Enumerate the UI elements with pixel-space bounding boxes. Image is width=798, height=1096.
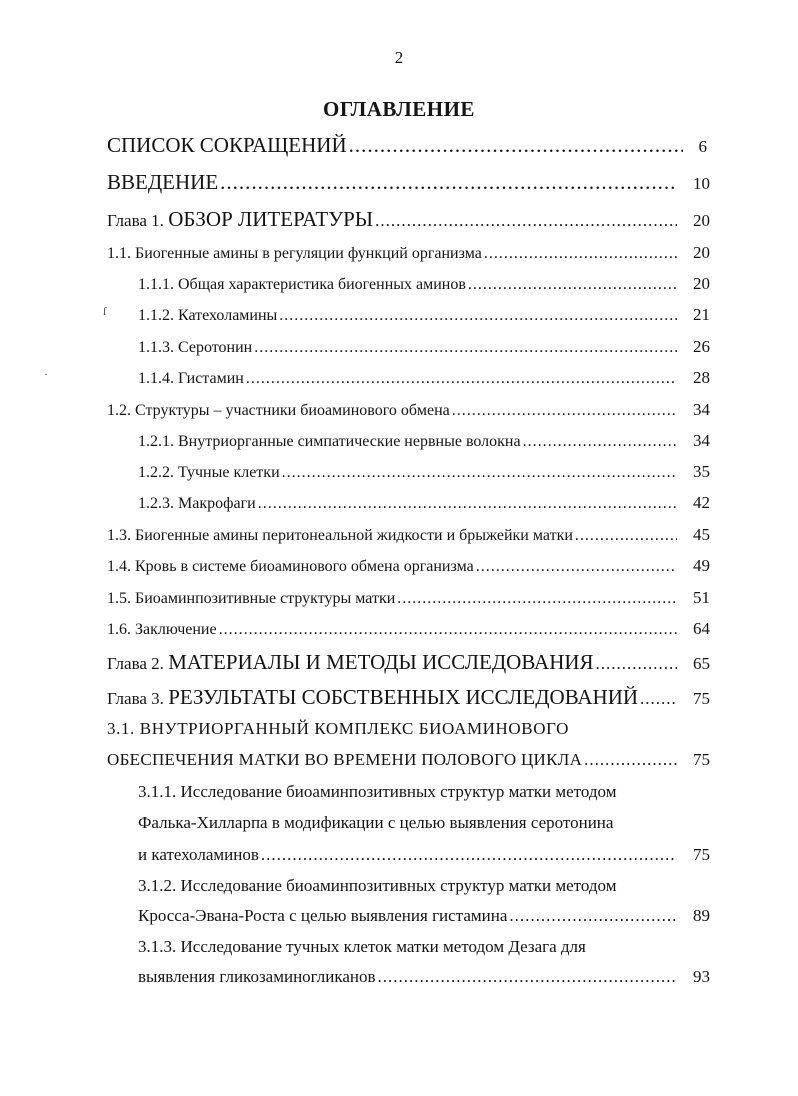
dot-leader: [378, 967, 677, 987]
dot-leader: [375, 211, 677, 231]
toc-entry-1-3: [107, 525, 710, 545]
toc-entry-page: 21: [693, 305, 710, 324]
toc-entry-page: 75: [693, 750, 710, 769]
toc-entry-page: 49: [693, 556, 710, 575]
toc-entry-3-1-line1: 3.1. ВНУТРИОРГАННЫЙ КОМПЛЕКС БИОАМИНОВОГО: [107, 719, 570, 738]
dot-leader: [246, 370, 677, 388]
toc-entry-page: 35: [693, 462, 710, 481]
toc-entry-text: 1.5. Биоаминпозитивные структуры матки: [107, 590, 396, 607]
toc-entry-3-1-3-line1: 3.1.3. Исследование тучных клеток матки методом Дезага для: [138, 937, 586, 956]
dot-leader: [282, 464, 677, 482]
dot-leader: [509, 906, 677, 926]
toc-entry-text: выявления гликозаминогликанов: [138, 967, 376, 986]
toc-entry-page: 28: [693, 368, 710, 387]
toc-entry-3-1-1-line1: 3.1.1. Исследование биоаминпозитивных структур матки методом: [138, 782, 617, 801]
toc-entry-1-2-1: [138, 431, 710, 451]
toc-entry-3-1-3: [138, 967, 710, 987]
toc-entry-page: 6: [698, 137, 707, 156]
scan-speck: ſ: [103, 304, 107, 318]
toc-entry-page: 10: [693, 174, 710, 193]
dot-leader: [261, 845, 677, 865]
toc-entry-1-4: [107, 556, 710, 576]
toc-entry-page: 89: [693, 906, 710, 925]
dot-leader: [640, 689, 677, 709]
toc-entry-chapter-1: [107, 207, 710, 232]
toc-entry-page: 20: [693, 243, 710, 262]
dot-leader: [476, 558, 677, 576]
toc-entry-text: СПИСОК СОКРАЩЕНИЙ: [107, 133, 347, 157]
toc-heading: ОГЛАВЛЕНИЕ: [323, 97, 475, 121]
toc-entry-text: ВВЕДЕНИЕ: [107, 170, 219, 194]
toc-entry-1-2: [107, 400, 710, 420]
toc-entry-3-1: [107, 750, 710, 770]
toc-entry-chapter-3: [107, 685, 710, 710]
toc-entry-1-5: [107, 588, 710, 608]
dot-leader: [584, 750, 677, 770]
toc-entry-chapter-2: [107, 650, 710, 675]
toc-entry-page: 51: [693, 588, 710, 607]
dot-leader: [596, 654, 677, 674]
toc-entry-text: ОБЗОР ЛИТЕРАТУРЫ: [168, 207, 374, 231]
dot-leader: [220, 170, 677, 195]
toc-entry-page: 93: [693, 967, 710, 986]
toc-entry-1-2-2: [138, 462, 710, 482]
dot-leader: [258, 495, 677, 513]
toc-entry-text: 1.1. Биогенные амины в регуляции функций организма: [107, 245, 482, 262]
chapter-prefix: Глава 2.: [107, 654, 169, 673]
toc-entry-text: РЕЗУЛЬТАТЫ СОБСТВЕННЫХ ИССЛЕДОВАНИЙ: [168, 685, 639, 709]
dot-leader: [484, 245, 677, 263]
toc-entry-text: МАТЕРИАЛЫ И МЕТОДЫ ИССЛЕДОВАНИЯ: [168, 650, 594, 674]
dot-leader: [219, 621, 677, 639]
dot-leader: [349, 133, 683, 158]
toc-entry-page: 75: [693, 689, 710, 708]
dot-leader: [523, 433, 677, 451]
scan-speck: ·: [44, 367, 48, 381]
toc-entry-page: 65: [693, 654, 710, 673]
toc-entry-3-1-1: [138, 845, 710, 865]
toc-entry-1-1-1: [138, 274, 710, 294]
toc-entry-text: 1.6. Заключение: [107, 621, 217, 638]
toc-entry-3-1-2-line1: 3.1.2. Исследование биоаминпозитивных структур матки методом: [138, 876, 617, 895]
toc-entry-text: 1.3. Биогенные амины перитонеальной жидкости и брыжейки матки: [107, 527, 573, 544]
toc-entry-text: 1.4. Кровь в системе биоаминового обмена организма: [107, 558, 474, 575]
chapter-prefix: Глава 3.: [107, 689, 169, 708]
toc-entry-page: 42: [693, 493, 710, 512]
chapter-prefix: Глава 1.: [107, 211, 169, 230]
dot-leader: [468, 276, 677, 294]
toc-entry-text: 1.1.3. Серотонин: [138, 339, 253, 356]
toc-entry-page: 34: [693, 400, 710, 419]
toc-entry-text: 1.2. Структуры – участники биоаминового обмена: [107, 402, 450, 419]
toc-entry-page: 20: [693, 274, 710, 293]
toc-entry-text: 1.1.4. Гистамин: [138, 370, 244, 387]
toc-entry-1-2-3: [138, 493, 710, 513]
dot-leader: [279, 307, 677, 325]
toc-entry-abbreviations: [107, 133, 707, 158]
toc-entry-text: 1.2.3. Макрофаги: [138, 495, 256, 512]
dot-leader: [254, 339, 677, 357]
toc-entry-page: 45: [693, 525, 710, 544]
toc-entry-page: 75: [693, 845, 710, 864]
toc-entry-text: ОБЕСПЕЧЕНИЯ МАТКИ ВО ВРЕМЕНИ ПОЛОВОГО ЦИКЛА: [107, 750, 583, 769]
toc-entry-1-1-4: [138, 368, 710, 388]
toc-entry-text: 1.1.1. Общая характеристика биогенных аминов: [138, 276, 466, 293]
toc-entry-text: 1.2.1. Внутриорганные симпатические нервные волокна: [138, 433, 521, 450]
toc-entry-text: 1.2.2. Тучные клетки: [138, 464, 280, 481]
toc-entry-text: 1.1.2. Катехоламины: [138, 307, 278, 324]
toc-entry-page: 34: [693, 431, 710, 450]
toc-entry-3-1-1-line2: Фалька-Хилларпа в модификации с целью выявления серотонина: [138, 813, 614, 832]
toc-entry-text: Кросса-Эвана-Роста с целью выявления гистамина: [138, 906, 508, 925]
toc-entry-page: 20: [693, 211, 710, 230]
toc-entry-page: 64: [693, 619, 710, 638]
dot-leader: [397, 590, 677, 608]
page-number: 2: [394, 48, 404, 67]
toc-entry-1-1-3: [138, 337, 710, 357]
toc-entry-1-1-2: [138, 305, 710, 325]
toc-entry-text: и катехоламинов: [138, 845, 259, 864]
toc-entry-1-1: [107, 243, 710, 263]
toc-entry-page: 26: [693, 337, 710, 356]
dot-leader: [575, 527, 677, 545]
toc-entry-1-6: [107, 619, 710, 639]
toc-entry-3-1-2: [138, 906, 710, 926]
toc-entry-introduction: [107, 170, 710, 195]
dot-leader: [452, 402, 677, 420]
